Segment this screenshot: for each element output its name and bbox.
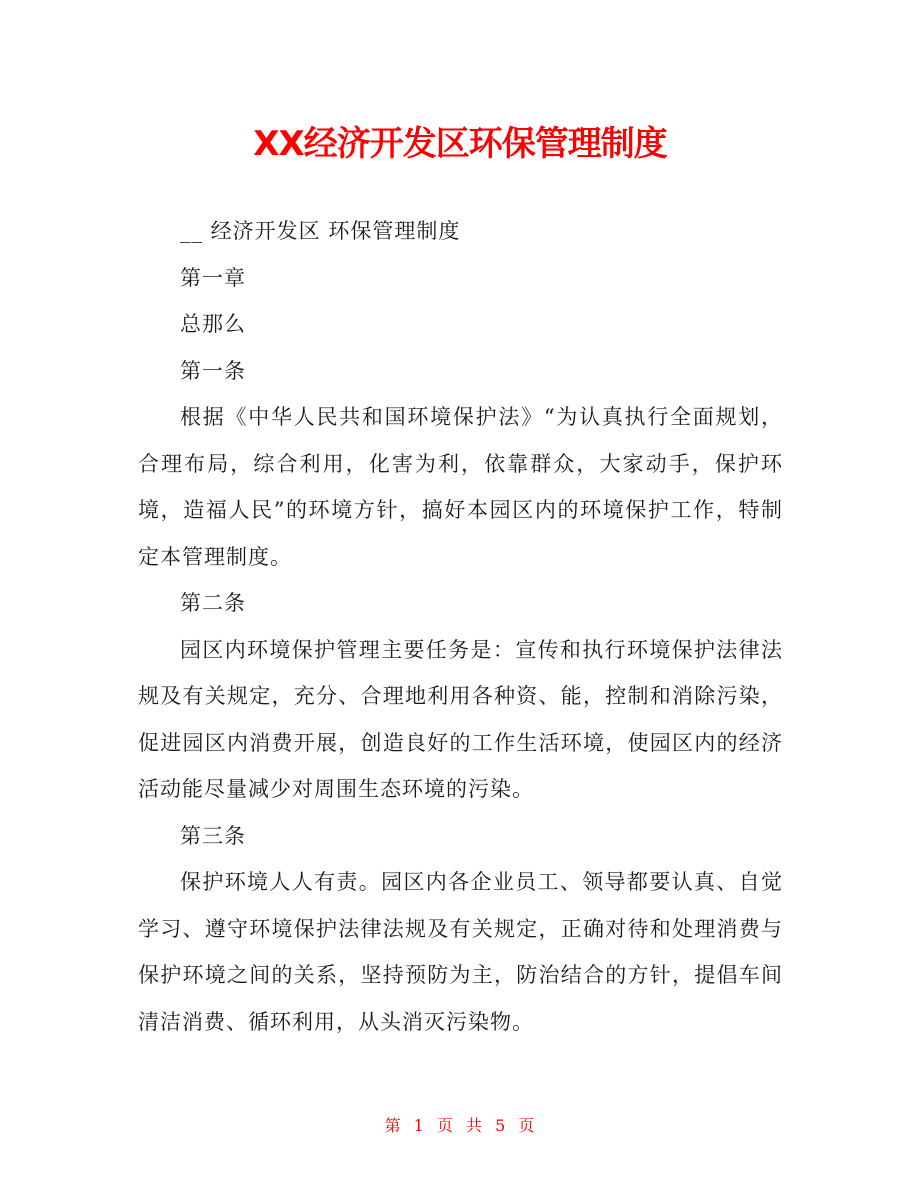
article-1-text: 根据《中华人民共和国环境保护法》“为认真执行全面规划，合理布局，综合利用，化害为利，依靠群众，大家动手，保护环境，造福人民”的环境方针，搞好本园区内的环境保护工作，特制定本管理制度。	[138, 405, 783, 569]
document-subtitle: __ 经济开发区 环保管理制度	[180, 219, 461, 243]
page-number-footer: 第 1 页 共 5 页	[384, 1116, 536, 1135]
document-body	[138, 208, 783, 1045]
chapter-heading: 第一章	[180, 265, 246, 290]
document-title: XX经济开发区环保管理制度	[253, 124, 667, 164]
article-1-heading: 第一条	[180, 358, 246, 383]
chapter-name: 总那么	[180, 312, 246, 336]
article-2-text: 园区内环境保护管理主要任务是：宣传和执行环境保护法律法规及有关规定，充分、合理地利用各种资、能，控制和消除污染，促进园区内消费开展，创造良好的工作生活环境，使园区内的经济活动能尽量减少对周围生态环境的污染。	[138, 637, 783, 801]
article-2-heading: 第二条	[180, 591, 246, 615]
article-3-heading: 第三条	[180, 823, 246, 848]
article-3-text: 保护环境人人有责。园区内各企业员工、领导都要认真、自觉学习、遵守环境保护法律法规及有关规定，正确对待和处理消费与保护环境之间的关系，坚持预防为主，防治结合的方针，提倡车间清洁消费、循环利用，从头消灭污染物。	[138, 870, 783, 1034]
